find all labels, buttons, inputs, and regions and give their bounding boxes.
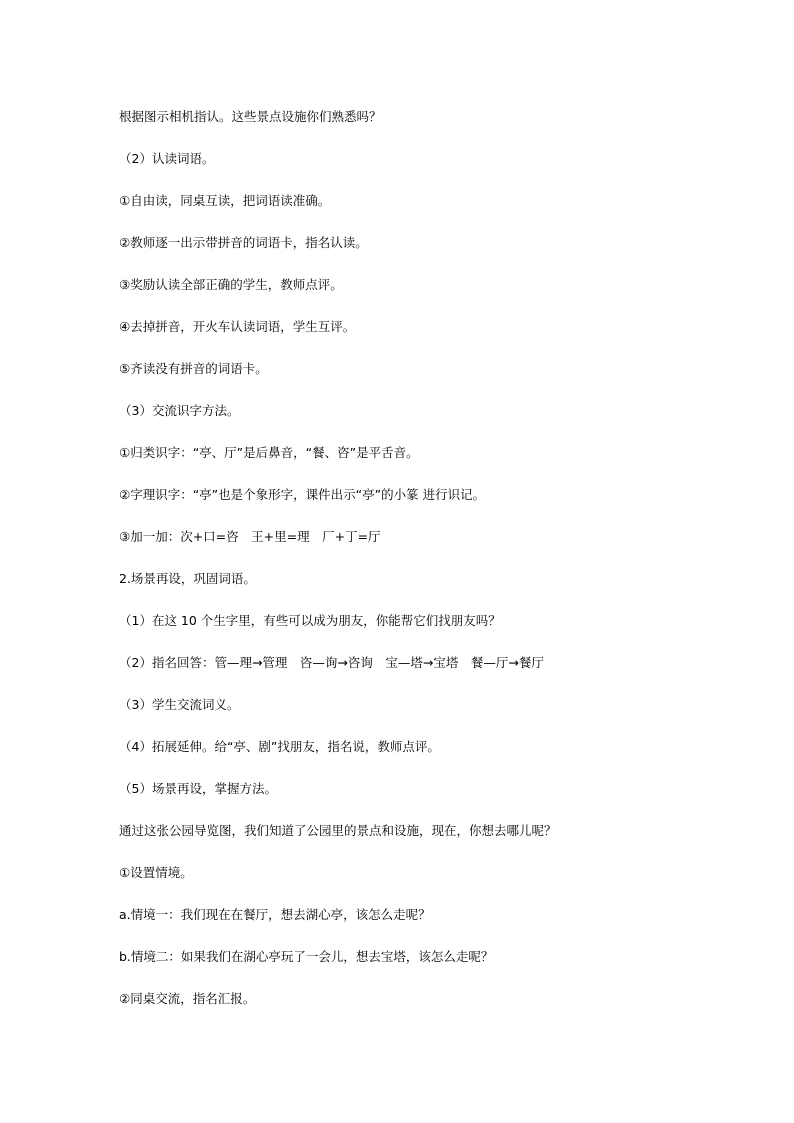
list-item-choral-reading: ⑤齐读没有拼音的词语卡。 bbox=[119, 361, 268, 376]
list-item-reward: ③奖励认读全部正确的学生，教师点评。 bbox=[119, 277, 343, 292]
list-item-addition: ③加一加：次+口=咨 王+里=理 厂+丁=厅 bbox=[119, 529, 381, 544]
list-item-situation-one: a.情境一：我们现在在餐厅，想去湖心亭，该怎么走呢？ bbox=[119, 907, 431, 922]
list-item-free-reading: ①自由读，同桌互读，把词语读准确。 bbox=[119, 193, 331, 208]
section-heading-literacy-methods: （3）交流识字方法。 bbox=[119, 403, 240, 418]
list-item-character-logic: ②字理识字：“亭”也是个象形字，课件出示“亭”的小篆 进行识记。 bbox=[119, 487, 486, 502]
paragraph-extension: （4）拓展延伸。给“亭、剧”找朋友，指名说，教师点评。 bbox=[119, 739, 440, 754]
list-item-situation-two: b.情境二：如果我们在湖心亭玩了一会儿，想去宝塔，该怎么走呢？ bbox=[119, 949, 494, 964]
paragraph-answers: （2）指名回答：管—理→管理 咨—询→咨询 宝—塔→宝塔 餐—厅→餐厅 bbox=[119, 655, 544, 670]
paragraph-scene-method: （5）场景再设，掌握方法。 bbox=[119, 781, 277, 796]
list-item-pinyin-cards: ②教师逐一出示带拼音的词语卡，指名认读。 bbox=[119, 235, 368, 250]
paragraph-word-meaning: （3）学生交流词义。 bbox=[119, 697, 240, 712]
section-heading-read-words: （2）认读词语。 bbox=[119, 151, 215, 166]
list-item-set-situation: ①设置情境。 bbox=[119, 865, 193, 880]
paragraph-park-map: 通过这张公园导览图，我们知道了公园里的景点和设施，现在，你想去哪儿呢？ bbox=[119, 823, 557, 838]
section-heading-scene-reset: 2.场景再设，巩固词语。 bbox=[119, 571, 256, 586]
paragraph-intro-question: 根据图示相机指认。这些景点设施你们熟悉吗？ bbox=[119, 109, 382, 124]
paragraph-find-friends: （1）在这 10 个生字里，有些可以成为朋友，你能帮它们找朋友吗？ bbox=[119, 613, 501, 628]
list-item-classification: ①归类识字：“亭、厅”是后鼻音，“餐、咨”是平舌音。 bbox=[119, 445, 419, 460]
list-item-deskmate-exchange: ②同桌交流，指名汇报。 bbox=[119, 991, 256, 1006]
list-item-remove-pinyin: ④去掉拼音，开火车认读词语，学生互评。 bbox=[119, 319, 356, 334]
